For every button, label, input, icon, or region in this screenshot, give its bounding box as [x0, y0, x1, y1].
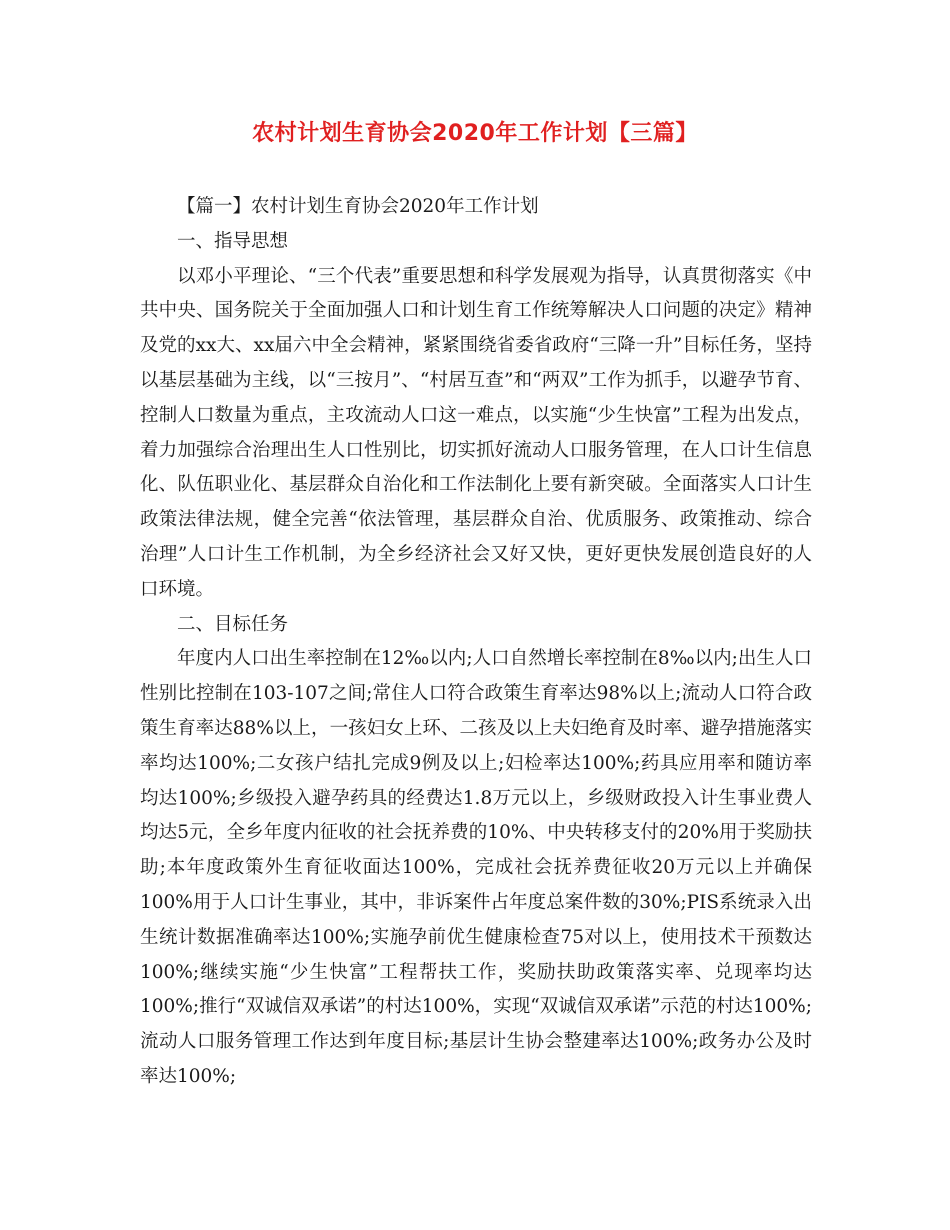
- paragraph-guiding-ideology: 以邓小平理论、“三个代表”重要思想和科学发展观为指导，认真贯彻落实《中共中央、国务院关于全面加强人口和计划生育工作统筹解决人口问题的决定》精神及党的xx大、xx届六中全会精神，紧紧围绕省委省政府“三降一升”目标任务，坚持以基层基础为主线，以“三按月”、“村居互查”和“两双”工作为抓手，以避孕节育、控制人口数量为重点，主攻流动人口这一难点，以实施“少生快富”工程为出发点，着力加强综合治理出生人口性别比，切实抓好流动人口服务管理，在人口计生信息化、队伍职业化、基层群众自治化和工作法制化上要有新突破。全面落实人口计生政策法律法规，健全完善“依法管理，基层群众自治、优质服务、政策推动、综合治理”人口计生工作机制，为全乡经济社会又好又快，更好更快发展创造良好的人口环境。: [140, 265, 812, 600]
- section-heading-guiding-ideology: 一、指导思想: [177, 230, 289, 252]
- section-heading-target-tasks: 二、目标任务: [177, 613, 289, 635]
- document-body: [140, 190, 812, 1095]
- part-heading: 【篇一】农村计划生育协会2020年工作计划: [177, 196, 539, 217]
- document-title: 农村计划生育协会2020年工作计划【三篇】: [252, 121, 698, 146]
- paragraph-target-tasks: 年度内人口出生率控制在12‰以内;人口自然增长率控制在8‰以内;出生人口性别比控制在103-107之间;常住人口符合政策生育率达98%以上;流动人口符合政策生育率达88%以上，一孩妇女上环、二孩及以上夫妇绝育及时率、避孕措施落实率均达100%;二女孩户结扎完成9例及以上;妇检率达100%;药具应用率和随访率均达100%;乡级投入避孕药具的经费达1.8万元以上，乡级财政投入计生事业费人均达5元，全乡年度内征收的社会抚养费的10%、中央转移支付的20%用于奖励扶助;本年度政策外生育征收面达100%，完成社会抚养费征收20万元以上并确保100%用于人口计生事业，其中，非诉案件占年度总案件数的30%;PIS系统录入出生统计数据准确率达100%;实施孕前优生健康检查75对以上，使用技术干预数达100%;继续实施“少生快富”工程帮扶工作，奖励扶助政策落实率、兑现率均达100%;推行“双诚信双承诺”的村达100%，实现“双诚信双承诺”示范的村达100%;流动人口服务管理工作达到年度目标;基层计生协会整建率达100%;政务办公及时率达100%;: [140, 648, 812, 1087]
